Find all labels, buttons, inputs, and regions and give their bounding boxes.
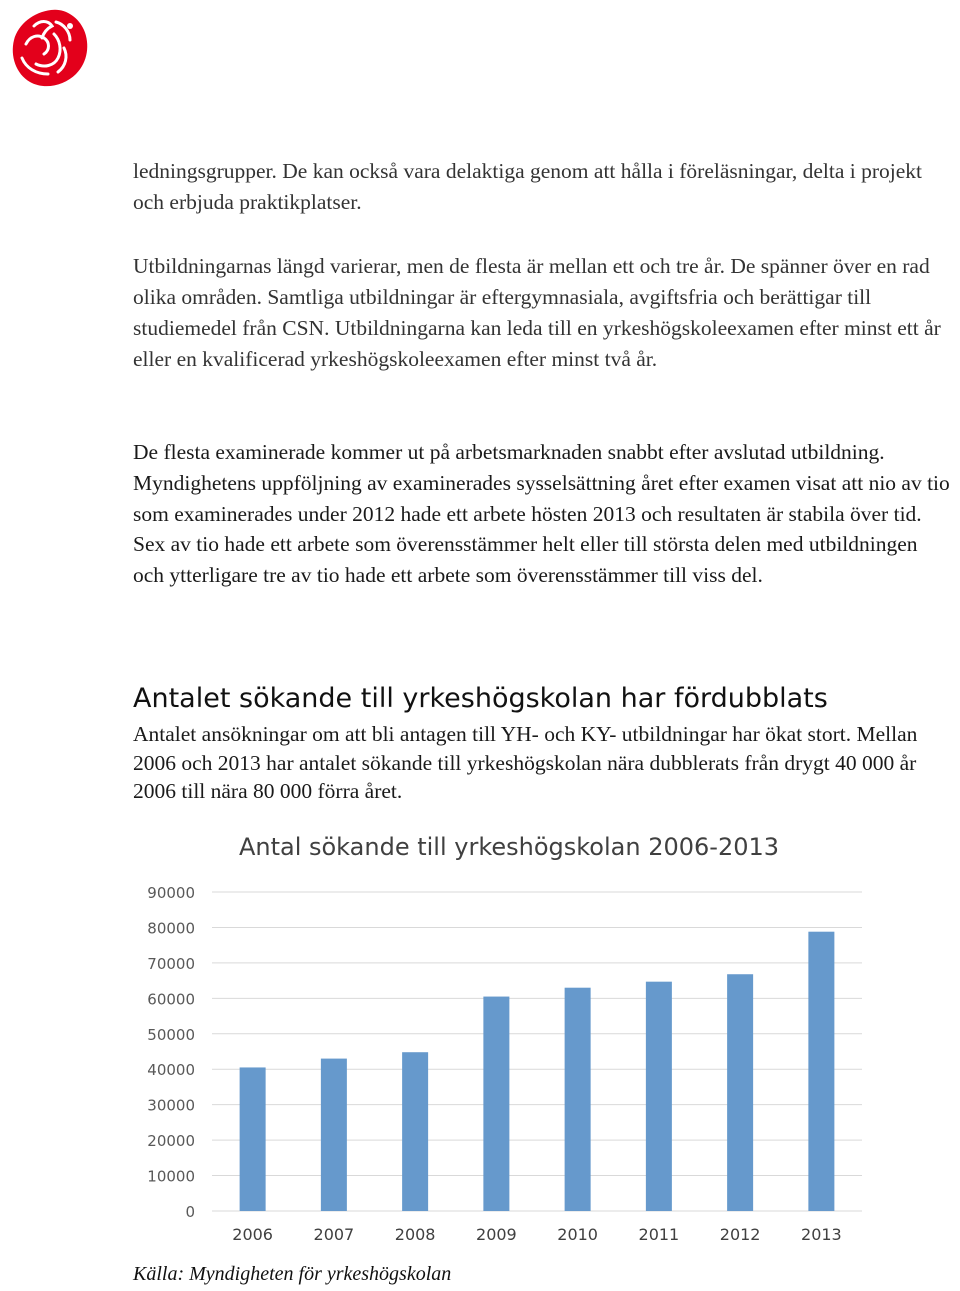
y-tick-label: 40000 — [147, 1061, 195, 1080]
chart-y-axis — [147, 884, 195, 1221]
section-intro: Antalet ansökningar om att bli antagen till YH- och KY- utbildningar har ökat stort. Mellan 2006 och 2013 har antalet sökande till yrkeshögskolan nära dubblerats från drygt 40 000 år 2006 till nära 80 000 förra året. — [133, 722, 918, 803]
x-tick-label: 2012 — [719, 1225, 761, 1244]
x-tick-label: 2010 — [557, 1225, 598, 1244]
chart-gridlines — [212, 892, 862, 1211]
y-tick-label: 0 — [185, 1203, 195, 1221]
y-tick-label: 50000 — [147, 1025, 195, 1044]
applicants-bar-chart — [0, 820, 960, 1260]
bar-2007 — [321, 1059, 347, 1211]
x-tick-label: 2011 — [638, 1225, 680, 1244]
x-tick-label: 2013 — [801, 1225, 842, 1244]
x-tick-label: 2009 — [476, 1225, 517, 1244]
bar-2009 — [483, 997, 509, 1211]
y-tick-label: 90000 — [147, 884, 195, 902]
bar-2008 — [402, 1052, 428, 1211]
body-paragraph-1: ledningsgrupper. De kan också vara delaktiga genom att hålla i föreläsningar, delta i projekt och erbjuda praktikplatser. — [133, 159, 922, 214]
x-tick-label: 2008 — [394, 1225, 436, 1244]
bar-2010 — [565, 988, 591, 1211]
party-rose-logo — [4, 4, 94, 94]
bar-2013 — [808, 932, 834, 1211]
body-paragraph-2: Utbildningarnas längd varierar, men de flesta är mellan ett och tre år. De spänner över en rad olika områden. Samtliga utbildningar är eftergymnasiala, avgiftsfria och berättigar till studiemedel från CSN. Utbildningarna kan leda till en yrkeshögskoleexamen efter minst ett år eller en kvalificerad yrkeshögskoleexamen efter minst två år. — [133, 254, 941, 371]
y-tick-label: 10000 — [147, 1167, 195, 1186]
body-paragraph-3: De flesta examinerade kommer ut på arbetsmarknaden snabbt efter avslutad utbildning. Myndighetens uppföljning av examinerades sysselsättning året efter examen visat att nio av tio som examinerades under 2012 hade ett arbete hösten 2013 och resultaten är stabila över tid. Sex av tio hade ett arbete som överensstämmer helt eller till största delen med utbildningen och ytterligare tre av tio hade ett arbete som överensstämmer till viss del. — [133, 440, 950, 588]
chart-bars — [240, 932, 835, 1211]
bar-2012 — [727, 974, 753, 1211]
x-tick-label: 2007 — [313, 1225, 355, 1244]
section-heading: Antalet sökande till yrkeshögskolan har fördubblats — [133, 683, 828, 714]
x-tick-label: 2006 — [232, 1225, 273, 1244]
y-tick-label: 60000 — [147, 990, 195, 1009]
y-tick-label: 20000 — [147, 1132, 195, 1151]
y-tick-label: 70000 — [147, 954, 195, 973]
chart-x-axis — [232, 1225, 841, 1244]
bar-2006 — [240, 1067, 266, 1211]
y-tick-label: 30000 — [147, 1096, 195, 1115]
chart-title: Antal sökande till yrkeshögskolan 2006-2013 — [238, 833, 780, 861]
bar-2011 — [646, 982, 672, 1211]
source-caption: Källa: Myndigheten för yrkeshögskolan — [133, 1263, 452, 1285]
y-tick-label: 80000 — [147, 919, 195, 938]
